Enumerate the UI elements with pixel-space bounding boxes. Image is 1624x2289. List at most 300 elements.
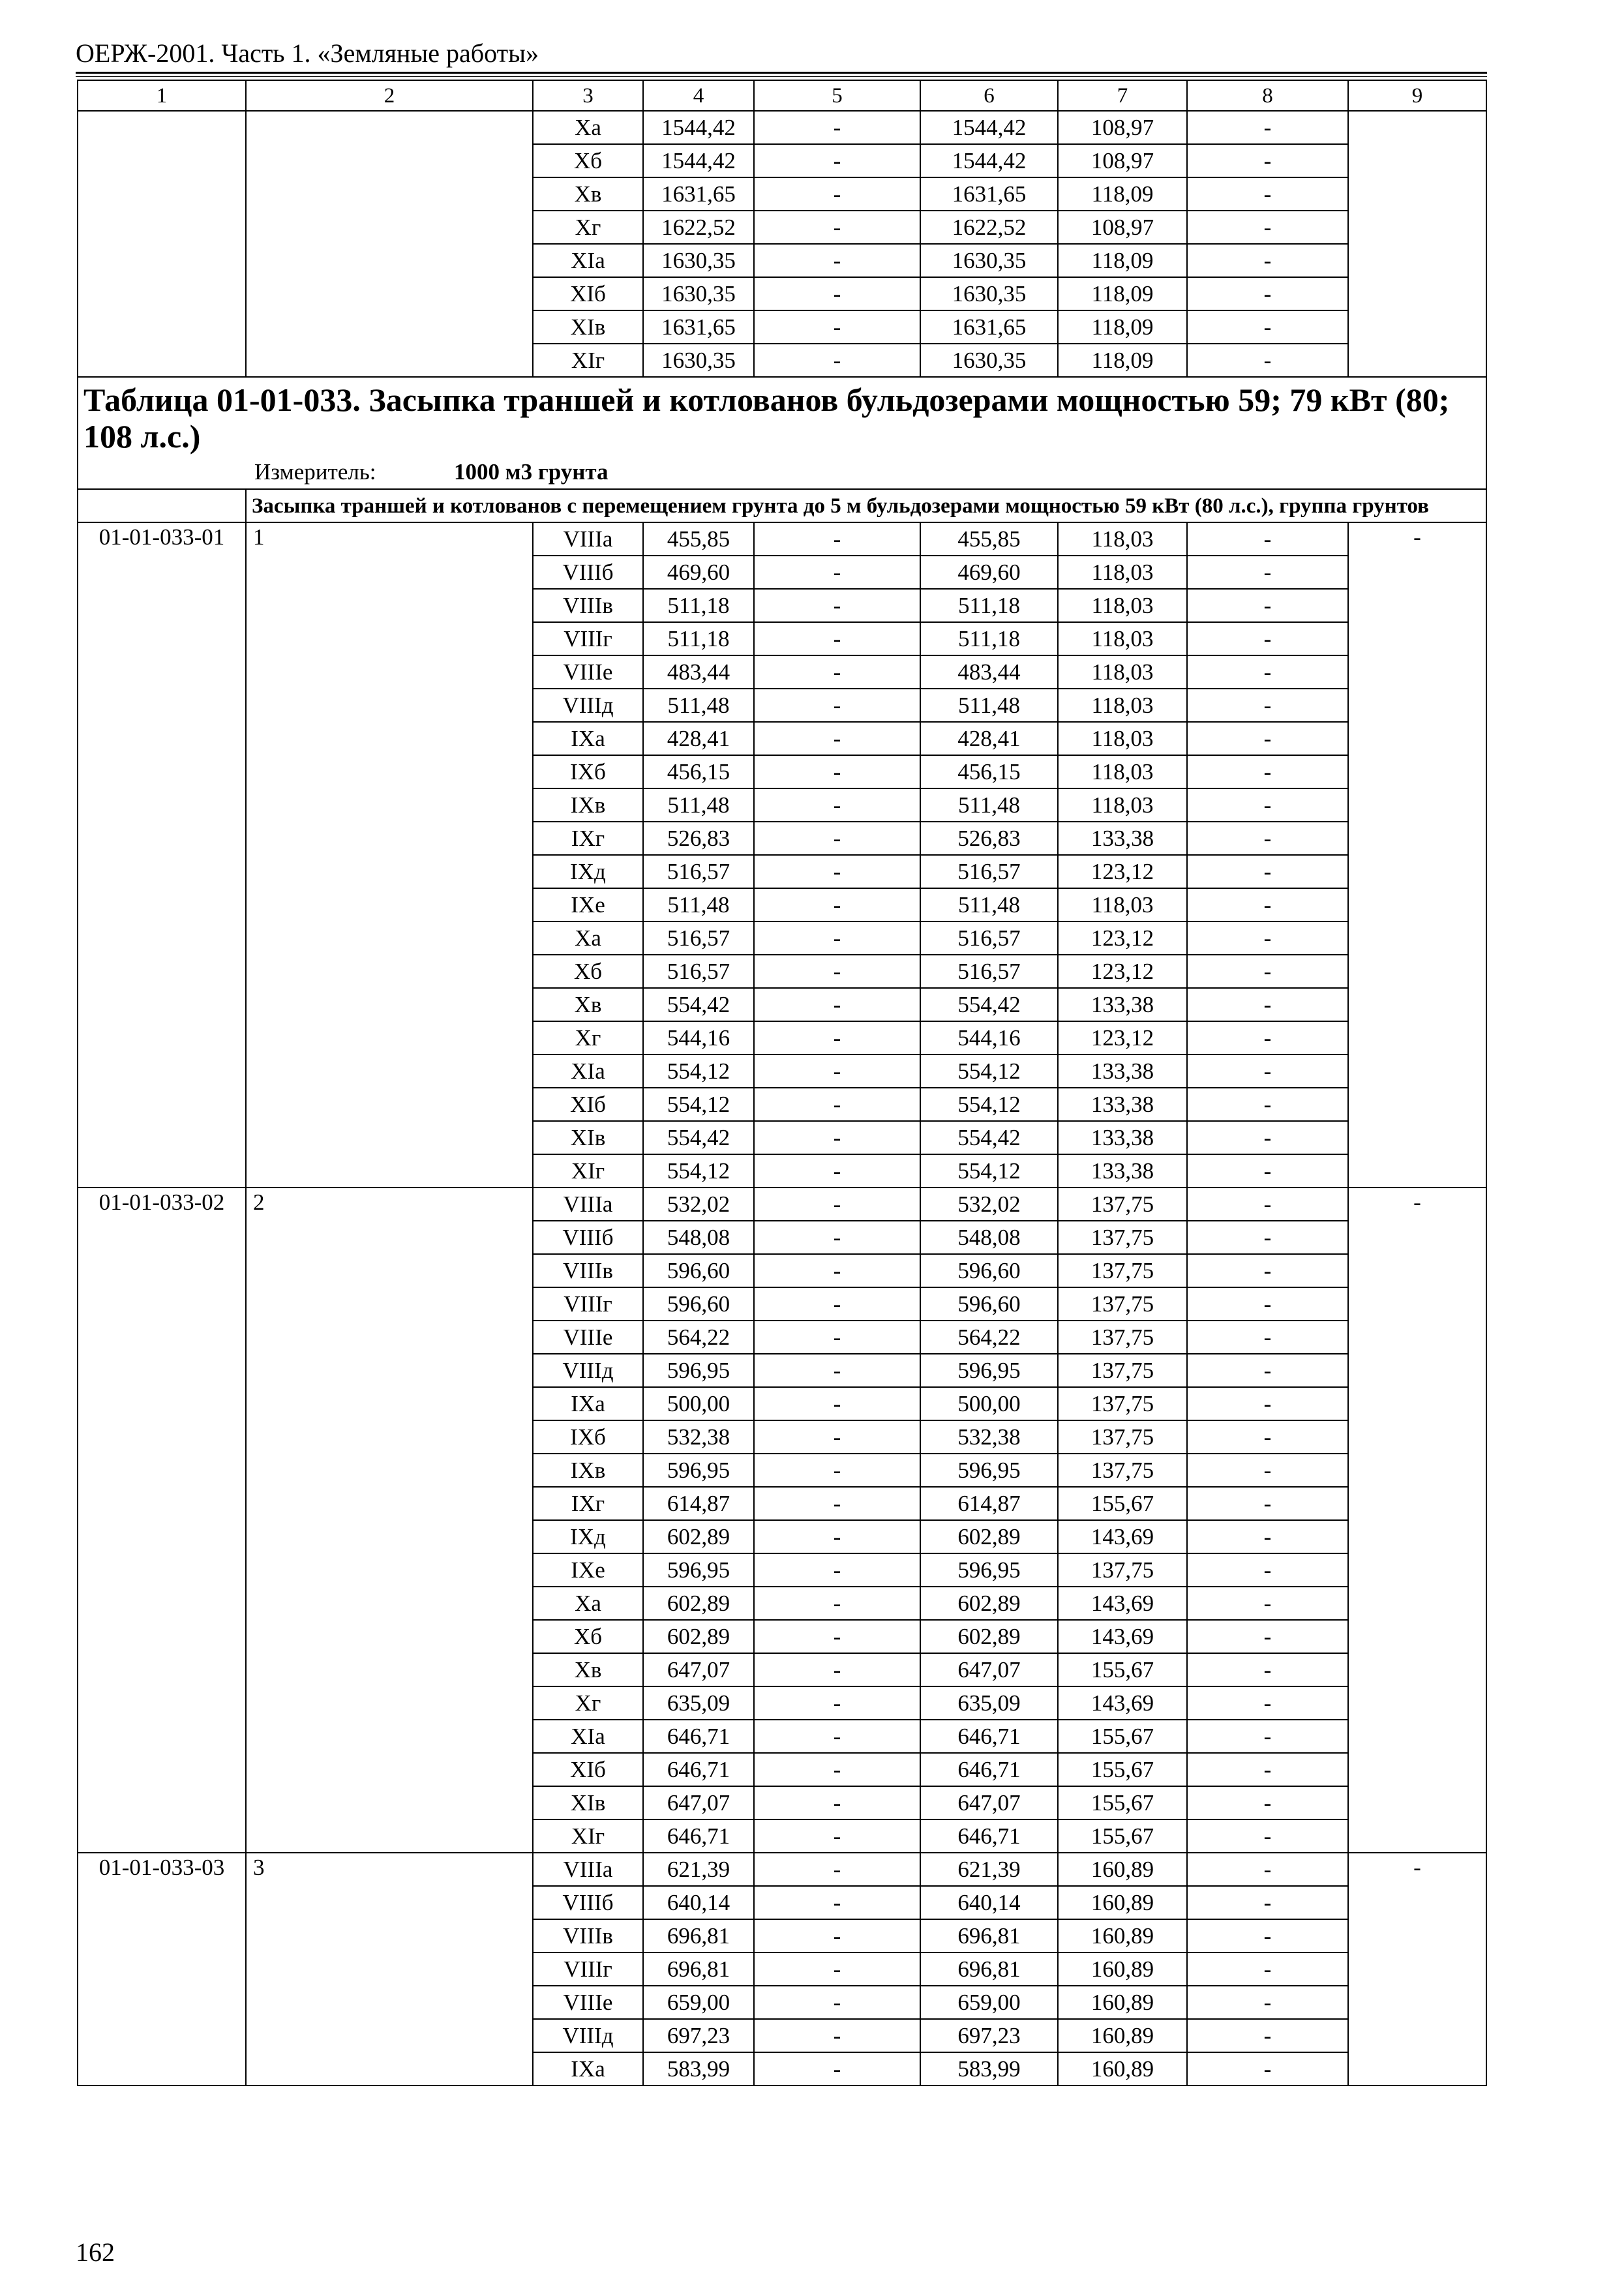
soil-category: IXб: [533, 755, 643, 788]
machine-costs: 500,00: [920, 1387, 1058, 1420]
column-number: 9: [1348, 80, 1486, 111]
labor-wages: -: [754, 1121, 920, 1154]
materials-cost: -: [1187, 344, 1348, 377]
labor-wages: -: [754, 144, 920, 177]
table-title-row: [78, 377, 1486, 489]
machinist-wages: 133,38: [1058, 1055, 1187, 1088]
labor-wages: -: [754, 1720, 920, 1753]
materials-cost: -: [1187, 1686, 1348, 1720]
soil-category: XIa: [533, 244, 643, 277]
machinist-wages: 155,67: [1058, 1786, 1187, 1819]
soil-category: VIIIe: [533, 655, 643, 689]
table-row: [78, 1853, 1486, 1886]
labor-wages: -: [754, 722, 920, 755]
soil-category: IXг: [533, 1487, 643, 1520]
soil-category: VIIIa: [533, 522, 643, 556]
direct-costs: 1630,35: [643, 344, 754, 377]
labor-wages: -: [754, 1819, 920, 1853]
table-row: [78, 522, 1486, 556]
labor-wages: -: [754, 655, 920, 689]
soil-category: XIг: [533, 1819, 643, 1853]
direct-costs: 554,42: [643, 1121, 754, 1154]
materials-cost: -: [1187, 1819, 1348, 1853]
machinist-wages: 118,03: [1058, 655, 1187, 689]
soil-category: VIIIв: [533, 1919, 643, 1952]
materials-cost: -: [1187, 1853, 1348, 1886]
code-cell: [78, 111, 246, 377]
machinist-wages: 137,75: [1058, 1188, 1187, 1221]
machinist-wages: 143,69: [1058, 1587, 1187, 1620]
machine-costs: 621,39: [920, 1853, 1058, 1886]
direct-costs: 1630,35: [643, 244, 754, 277]
table-row: [78, 1188, 1486, 1221]
price-table: [77, 80, 1487, 2086]
machinist-wages: 133,38: [1058, 822, 1187, 855]
measure-line: [83, 458, 1481, 486]
materials-cost: -: [1187, 1454, 1348, 1487]
col9-cell: [1348, 111, 1486, 377]
direct-costs: 647,07: [643, 1786, 754, 1819]
direct-costs: 635,09: [643, 1686, 754, 1720]
labor-wages: -: [754, 1254, 920, 1287]
soil-category: IXe: [533, 1553, 643, 1587]
col9-value: -: [1348, 1853, 1486, 2086]
soil-category: XIг: [533, 1154, 643, 1188]
labor-wages: -: [754, 1620, 920, 1653]
soil-category: VIIIв: [533, 1254, 643, 1287]
column-number: 4: [643, 80, 754, 111]
materials-cost: -: [1187, 1786, 1348, 1819]
column-number: 1: [78, 80, 246, 111]
machinist-wages: 137,75: [1058, 1387, 1187, 1420]
materials-cost: -: [1187, 622, 1348, 655]
materials-cost: -: [1187, 988, 1348, 1021]
machinist-wages: 155,67: [1058, 1819, 1187, 1853]
materials-cost: -: [1187, 277, 1348, 310]
column-number: 3: [533, 80, 643, 111]
measure-label: Измеритель:: [254, 459, 376, 485]
direct-costs: 602,89: [643, 1620, 754, 1653]
direct-costs: 548,08: [643, 1221, 754, 1254]
machine-costs: 511,48: [920, 689, 1058, 722]
materials-cost: -: [1187, 1254, 1348, 1287]
machinist-wages: 137,75: [1058, 1221, 1187, 1254]
materials-cost: -: [1187, 556, 1348, 589]
soil-category: VIIIa: [533, 1188, 643, 1221]
soil-category: Xв: [533, 177, 643, 211]
table-title: Таблица 01-01-033. Засыпка траншей и котлованов бульдозерами мощностью 59; 79 кВт (80; 108 л.с.): [83, 382, 1450, 455]
soil-category: Xa: [533, 1587, 643, 1620]
machinist-wages: 118,03: [1058, 589, 1187, 622]
table-title-cell: [78, 377, 1486, 489]
labor-wages: -: [754, 1553, 920, 1587]
soil-category: IXa: [533, 722, 643, 755]
machinist-wages: 133,38: [1058, 1154, 1187, 1188]
machine-costs: 554,12: [920, 1088, 1058, 1121]
direct-costs: 511,48: [643, 888, 754, 921]
machinist-wages: 160,89: [1058, 2052, 1187, 2086]
machinist-wages: 137,75: [1058, 1454, 1187, 1487]
direct-costs: 596,60: [643, 1287, 754, 1321]
soil-group: 1: [246, 522, 533, 1188]
machinist-wages: 118,03: [1058, 556, 1187, 589]
soil-category: XIв: [533, 1786, 643, 1819]
labor-wages: -: [754, 888, 920, 921]
machine-costs: 596,95: [920, 1354, 1058, 1387]
soil-category: Xв: [533, 1653, 643, 1686]
soil-category: XIб: [533, 1753, 643, 1786]
section-subtitle: Засыпка траншей и котлованов с перемещением грунта до 5 м бульдозерами мощностью 59 кВт (80 л.с.), группа грунтов: [246, 489, 1486, 522]
direct-costs: 483,44: [643, 655, 754, 689]
machine-costs: 511,18: [920, 622, 1058, 655]
machinist-wages: 133,38: [1058, 1121, 1187, 1154]
labor-wages: -: [754, 1653, 920, 1686]
machinist-wages: 108,97: [1058, 144, 1187, 177]
soil-category: VIIIa: [533, 1853, 643, 1886]
machinist-wages: 137,75: [1058, 1420, 1187, 1454]
soil-category: IXe: [533, 888, 643, 921]
direct-costs: 596,60: [643, 1254, 754, 1287]
materials-cost: -: [1187, 788, 1348, 822]
machinist-wages: 155,67: [1058, 1720, 1187, 1753]
column-number: 7: [1058, 80, 1187, 111]
machine-costs: 1631,65: [920, 177, 1058, 211]
soil-category: VIIIe: [533, 1321, 643, 1354]
materials-cost: -: [1187, 855, 1348, 888]
direct-costs: 596,95: [643, 1454, 754, 1487]
machine-costs: 596,95: [920, 1454, 1058, 1487]
machinist-wages: 143,69: [1058, 1620, 1187, 1653]
soil-category: VIIIд: [533, 1354, 643, 1387]
machine-costs: 602,89: [920, 1520, 1058, 1553]
direct-costs: 646,71: [643, 1753, 754, 1786]
machine-costs: 696,81: [920, 1952, 1058, 1986]
machine-costs: 456,15: [920, 755, 1058, 788]
soil-category: Xг: [533, 1021, 643, 1055]
machine-costs: 455,85: [920, 522, 1058, 556]
machinist-wages: 160,89: [1058, 1952, 1187, 1986]
direct-costs: 532,02: [643, 1188, 754, 1221]
direct-costs: 564,22: [643, 1321, 754, 1354]
labor-wages: -: [754, 788, 920, 822]
materials-cost: -: [1187, 822, 1348, 855]
labor-wages: -: [754, 689, 920, 722]
column-number: 2: [246, 80, 533, 111]
direct-costs: 647,07: [643, 1653, 754, 1686]
materials-cost: -: [1187, 1088, 1348, 1121]
machine-costs: 646,71: [920, 1720, 1058, 1753]
soil-category: IXг: [533, 822, 643, 855]
labor-wages: -: [754, 1952, 920, 1986]
soil-category: XIa: [533, 1055, 643, 1088]
materials-cost: -: [1187, 1420, 1348, 1454]
machinist-wages: 137,75: [1058, 1553, 1187, 1587]
machine-costs: 548,08: [920, 1221, 1058, 1254]
soil-category: Xг: [533, 1686, 643, 1720]
machine-costs: 697,23: [920, 2019, 1058, 2052]
soil-category: XIв: [533, 310, 643, 344]
direct-costs: 696,81: [643, 1919, 754, 1952]
machinist-wages: 118,09: [1058, 310, 1187, 344]
labor-wages: -: [754, 1321, 920, 1354]
machine-costs: 659,00: [920, 1986, 1058, 2019]
materials-cost: -: [1187, 1354, 1348, 1387]
labor-wages: -: [754, 1686, 920, 1720]
machinist-wages: 118,09: [1058, 177, 1187, 211]
direct-costs: 532,38: [643, 1420, 754, 1454]
machinist-wages: 143,69: [1058, 1520, 1187, 1553]
labor-wages: -: [754, 244, 920, 277]
labor-wages: -: [754, 1354, 920, 1387]
soil-category: Xб: [533, 144, 643, 177]
materials-cost: -: [1187, 1287, 1348, 1321]
direct-costs: 544,16: [643, 1021, 754, 1055]
soil-category: XIa: [533, 1720, 643, 1753]
machine-costs: 647,07: [920, 1786, 1058, 1819]
machinist-wages: 118,09: [1058, 344, 1187, 377]
machinist-wages: 155,67: [1058, 1487, 1187, 1520]
soil-category: IXд: [533, 1520, 643, 1553]
labor-wages: -: [754, 2019, 920, 2052]
machinist-wages: 160,89: [1058, 2019, 1187, 2052]
machinist-wages: 133,38: [1058, 1088, 1187, 1121]
materials-cost: -: [1187, 2019, 1348, 2052]
soil-category: IXa: [533, 1387, 643, 1420]
machinist-wages: 160,89: [1058, 1986, 1187, 2019]
direct-costs: 646,71: [643, 1720, 754, 1753]
materials-cost: -: [1187, 522, 1348, 556]
materials-cost: -: [1187, 1221, 1348, 1254]
materials-cost: -: [1187, 755, 1348, 788]
labor-wages: -: [754, 277, 920, 310]
machine-costs: 469,60: [920, 556, 1058, 589]
soil-category: VIIIд: [533, 689, 643, 722]
materials-cost: -: [1187, 1055, 1348, 1088]
machine-costs: 554,12: [920, 1154, 1058, 1188]
labor-wages: -: [754, 1454, 920, 1487]
machinist-wages: 118,03: [1058, 755, 1187, 788]
materials-cost: -: [1187, 1952, 1348, 1986]
page-number: 162: [76, 2237, 115, 2267]
labor-wages: -: [754, 310, 920, 344]
materials-cost: -: [1187, 1587, 1348, 1620]
machinist-wages: 123,12: [1058, 855, 1187, 888]
materials-cost: -: [1187, 955, 1348, 988]
soil-category: VIIIб: [533, 1886, 643, 1919]
soil-category: VIIIд: [533, 2019, 643, 2052]
labor-wages: -: [754, 1188, 920, 1221]
labor-wages: -: [754, 1919, 920, 1952]
direct-costs: 554,12: [643, 1088, 754, 1121]
labor-wages: -: [754, 211, 920, 244]
materials-cost: -: [1187, 1919, 1348, 1952]
labor-wages: -: [754, 111, 920, 144]
machinist-wages: 118,03: [1058, 622, 1187, 655]
soil-category: Xб: [533, 1620, 643, 1653]
direct-costs: 516,57: [643, 955, 754, 988]
soil-category: VIIIб: [533, 1221, 643, 1254]
direct-costs: 511,48: [643, 788, 754, 822]
labor-wages: -: [754, 1287, 920, 1321]
soil-category: Xa: [533, 111, 643, 144]
materials-cost: -: [1187, 1188, 1348, 1221]
soil-category: IXв: [533, 1454, 643, 1487]
machine-costs: 583,99: [920, 2052, 1058, 2086]
machinist-wages: 118,03: [1058, 788, 1187, 822]
machinist-wages: 137,75: [1058, 1354, 1187, 1387]
soil-category: Xг: [533, 211, 643, 244]
machinist-wages: 108,97: [1058, 211, 1187, 244]
materials-cost: -: [1187, 1520, 1348, 1553]
direct-costs: 516,57: [643, 855, 754, 888]
soil-category: VIIIв: [533, 589, 643, 622]
materials-cost: -: [1187, 177, 1348, 211]
machine-costs: 635,09: [920, 1686, 1058, 1720]
labor-wages: -: [754, 1221, 920, 1254]
machine-costs: 647,07: [920, 1653, 1058, 1686]
soil-category: XIб: [533, 277, 643, 310]
materials-cost: -: [1187, 244, 1348, 277]
header-rule-thin: [76, 76, 1487, 77]
direct-costs: 500,00: [643, 1387, 754, 1420]
materials-cost: -: [1187, 1154, 1348, 1188]
table-row: [78, 111, 1486, 144]
machinist-wages: 160,89: [1058, 1886, 1187, 1919]
materials-cost: -: [1187, 1986, 1348, 2019]
soil-category: IXб: [533, 1420, 643, 1454]
machine-costs: 646,71: [920, 1753, 1058, 1786]
direct-costs: 1544,42: [643, 144, 754, 177]
subtitle-spacer: [78, 489, 246, 522]
direct-costs: 621,39: [643, 1853, 754, 1886]
machinist-wages: 133,38: [1058, 988, 1187, 1021]
column-number: 5: [754, 80, 920, 111]
soil-category: VIIIe: [533, 1986, 643, 2019]
soil-category: IXв: [533, 788, 643, 822]
direct-costs: 696,81: [643, 1952, 754, 1986]
machinist-wages: 160,89: [1058, 1919, 1187, 1952]
soil-category: Xa: [533, 921, 643, 955]
direct-costs: 583,99: [643, 2052, 754, 2086]
labor-wages: -: [754, 1853, 920, 1886]
rate-code: 01-01-033-01: [78, 522, 246, 1188]
direct-costs: 526,83: [643, 822, 754, 855]
direct-costs: 646,71: [643, 1819, 754, 1853]
labor-wages: -: [754, 1986, 920, 2019]
machinist-wages: 118,09: [1058, 277, 1187, 310]
soil-category: IXa: [533, 2052, 643, 2086]
machine-costs: 596,95: [920, 1553, 1058, 1587]
section-subtitle-row: [78, 489, 1486, 522]
machine-costs: 1630,35: [920, 277, 1058, 310]
direct-costs: 469,60: [643, 556, 754, 589]
machinist-wages: 118,03: [1058, 689, 1187, 722]
machinist-wages: 118,03: [1058, 722, 1187, 755]
machinist-wages: 155,67: [1058, 1653, 1187, 1686]
machinist-wages: 118,09: [1058, 244, 1187, 277]
machine-costs: 602,89: [920, 1587, 1058, 1620]
direct-costs: 554,12: [643, 1154, 754, 1188]
machine-costs: 614,87: [920, 1487, 1058, 1520]
header-rule-thick: [76, 72, 1487, 74]
machine-costs: 511,18: [920, 589, 1058, 622]
direct-costs: 596,95: [643, 1553, 754, 1587]
materials-cost: -: [1187, 144, 1348, 177]
machine-costs: 564,22: [920, 1321, 1058, 1354]
direct-costs: 456,15: [643, 755, 754, 788]
machinist-wages: 123,12: [1058, 955, 1187, 988]
column-number-row: [78, 80, 1486, 111]
materials-cost: -: [1187, 1653, 1348, 1686]
machine-costs: 1544,42: [920, 144, 1058, 177]
direct-costs: 614,87: [643, 1487, 754, 1520]
materials-cost: -: [1187, 722, 1348, 755]
labor-wages: -: [754, 1487, 920, 1520]
labor-wages: -: [754, 755, 920, 788]
direct-costs: 602,89: [643, 1520, 754, 1553]
machine-costs: 516,57: [920, 921, 1058, 955]
machinist-wages: 155,67: [1058, 1753, 1187, 1786]
direct-costs: 511,18: [643, 622, 754, 655]
materials-cost: -: [1187, 1886, 1348, 1919]
soil-category: XIг: [533, 344, 643, 377]
direct-costs: 1630,35: [643, 277, 754, 310]
labor-wages: -: [754, 177, 920, 211]
materials-cost: -: [1187, 111, 1348, 144]
labor-wages: -: [754, 1088, 920, 1121]
materials-cost: -: [1187, 655, 1348, 689]
rate-code: 01-01-033-02: [78, 1188, 246, 1853]
measure-value: 1000 м3 грунта: [454, 459, 609, 485]
labor-wages: -: [754, 556, 920, 589]
materials-cost: -: [1187, 1121, 1348, 1154]
soil-category: Xв: [533, 988, 643, 1021]
machinist-wages: 143,69: [1058, 1686, 1187, 1720]
column-number: 8: [1187, 80, 1348, 111]
labor-wages: -: [754, 1387, 920, 1420]
price-table-body: [78, 80, 1486, 2086]
soil-category: XIб: [533, 1088, 643, 1121]
machine-costs: 640,14: [920, 1886, 1058, 1919]
group-cell: [246, 111, 533, 377]
labor-wages: -: [754, 1154, 920, 1188]
direct-costs: 697,23: [643, 2019, 754, 2052]
materials-cost: -: [1187, 1553, 1348, 1587]
machinist-wages: 160,89: [1058, 1853, 1187, 1886]
labor-wages: -: [754, 1753, 920, 1786]
materials-cost: -: [1187, 211, 1348, 244]
labor-wages: -: [754, 589, 920, 622]
labor-wages: -: [754, 522, 920, 556]
labor-wages: -: [754, 1520, 920, 1553]
machine-costs: 696,81: [920, 1919, 1058, 1952]
soil-category: IXд: [533, 855, 643, 888]
materials-cost: -: [1187, 1620, 1348, 1653]
materials-cost: -: [1187, 921, 1348, 955]
soil-category: Xб: [533, 955, 643, 988]
soil-category: VIIIг: [533, 622, 643, 655]
materials-cost: -: [1187, 310, 1348, 344]
machine-costs: 532,02: [920, 1188, 1058, 1221]
machinist-wages: 137,75: [1058, 1287, 1187, 1321]
machinist-wages: 137,75: [1058, 1321, 1187, 1354]
machine-costs: 532,38: [920, 1420, 1058, 1454]
materials-cost: -: [1187, 1487, 1348, 1520]
materials-cost: -: [1187, 689, 1348, 722]
rate-code: 01-01-033-03: [78, 1853, 246, 2086]
machine-costs: 516,57: [920, 855, 1058, 888]
soil-category: VIIIб: [533, 556, 643, 589]
